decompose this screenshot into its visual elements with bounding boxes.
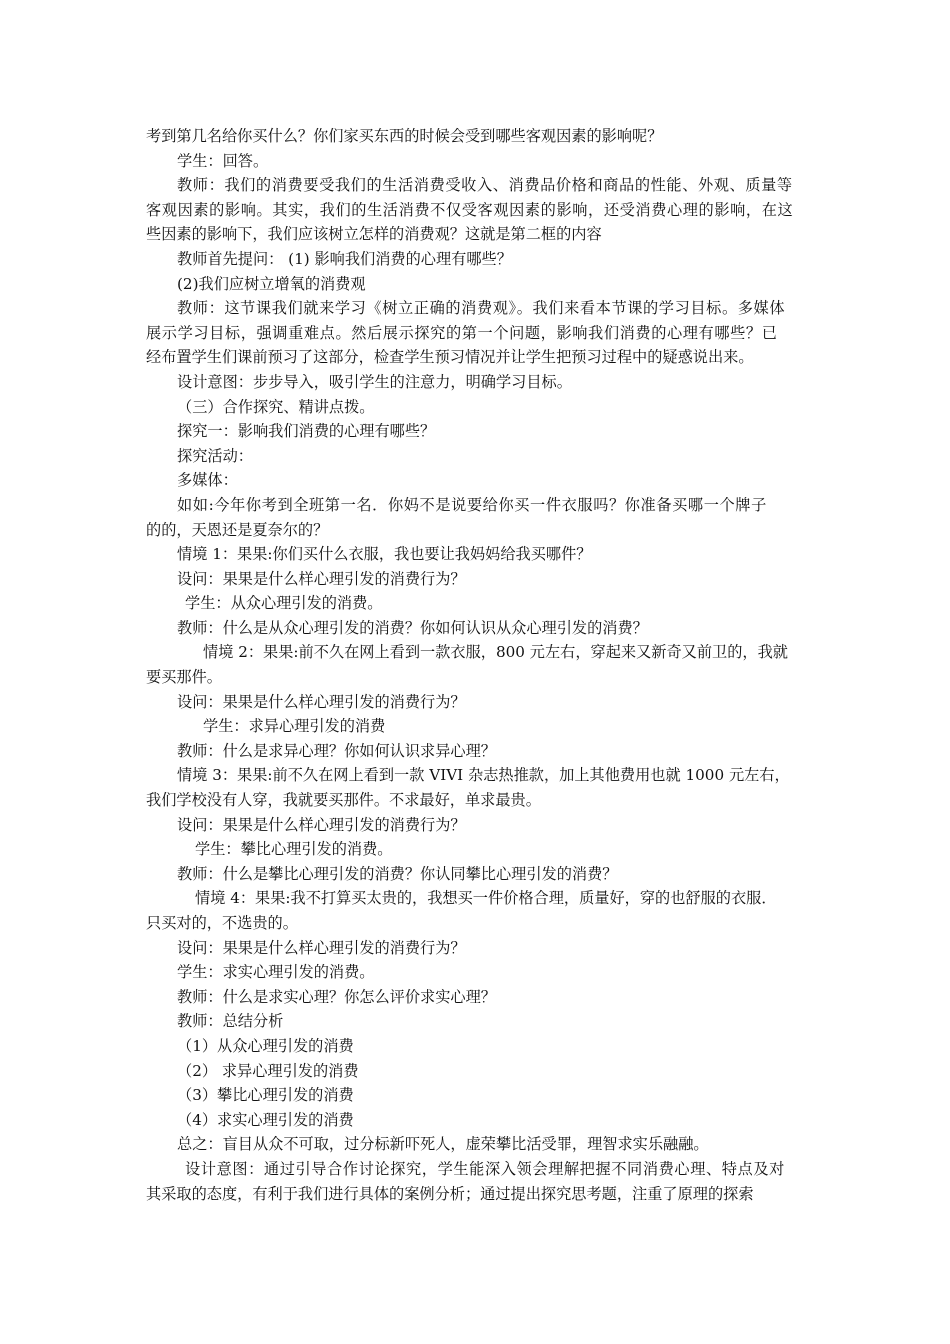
paragraph-text: 如如:今年你考到全班第一名．你妈不是说要给你买一件衣服吗？你准备买哪一个牌子	[177, 495, 767, 514]
text-line	[0, 690, 950, 715]
paragraph-text: 设问：果果是什么样心理引发的消费行为？	[177, 569, 466, 588]
paragraph-text: 学生：攀比心理引发的消费。	[195, 840, 393, 859]
text-line	[0, 1182, 950, 1207]
paragraph-text: 学生：求异心理引发的消费	[203, 717, 386, 736]
list-item: （2） 求异心理引发的消费	[177, 1061, 359, 1080]
text-line	[0, 173, 950, 198]
paragraph-text: 我们学校没有人穿，我就要买那件。不求最好，单求最贵。	[146, 791, 541, 810]
paragraph-text: 学生：求实心理引发的消费。	[177, 963, 375, 982]
text-line	[0, 542, 950, 567]
paragraph-text: 情境 4：果果:我不打算买太贵的，我想买一件价格合理，质量好，穿的也舒服的衣服．	[195, 889, 777, 908]
text-line	[0, 985, 950, 1010]
paragraph-text: 教师：什么是攀比心理引发的消费？你认同攀比心理引发的消费？	[177, 864, 618, 883]
paragraph-text: 教师：什么是从众心理引发的消费？你如何认识从众心理引发的消费？	[177, 618, 648, 637]
paragraph-text: 设问：果果是什么样心理引发的消费行为？	[177, 692, 466, 711]
text-line	[0, 370, 950, 395]
list-item: （3）攀比心理引发的消费	[177, 1086, 354, 1105]
paragraph-text: 教师：这节课我们就来学习《树立正确的消费观》。我们来看本节课的学习目标。多媒体	[177, 299, 786, 318]
paragraph-text: 情境 3：果果:前不久在网上看到一款 VIVI 杂志热推款，加上其他费用也就 1000 元左右，	[177, 766, 790, 785]
text-line	[0, 960, 950, 985]
text-line	[0, 272, 950, 297]
paragraph-text: 设问：果果是什么样心理引发的消费行为？	[177, 815, 466, 834]
paragraph-text: 其采取的态度，有利于我们进行具体的案例分析；通过提出探究思考题，注重了原理的探索	[146, 1184, 754, 1203]
paragraph-text: 学生：从众心理引发的消费。	[185, 594, 383, 613]
paragraph-text: 客观因素的影响。其实，我们的生活消费不仅受客观因素的影响，还受消费心理的影响，在这	[146, 200, 794, 219]
text-line	[0, 518, 950, 543]
paragraph-text: 教师：什么是求实心理？你怎么评价求实心理？	[177, 987, 496, 1006]
text-line	[0, 640, 950, 665]
paragraph-text: 考到第几名给你买什么？你们家买东西的时候会受到哪些客观因素的影响呢？	[146, 127, 663, 145]
list-item: （4）求实心理引发的消费	[177, 1110, 354, 1129]
text-line	[0, 124, 950, 149]
text-line	[0, 936, 950, 961]
text-line	[0, 591, 950, 616]
paragraph-text: (2)我们应树立增氧的消费观	[177, 274, 366, 293]
paragraph-text: 探究活动：	[177, 446, 253, 465]
text-line	[0, 247, 950, 272]
text-line	[0, 567, 950, 592]
text-line	[0, 1009, 950, 1034]
paragraph-text: 情境 2：果果:前不久在网上看到一款衣服，800 元左右，穿起来又新奇又前卫的，我就	[203, 643, 788, 662]
text-line	[0, 321, 950, 346]
paragraph-text: 设问：果果是什么样心理引发的消费行为？	[177, 938, 466, 957]
paragraph-text: 总之：盲目从众不可取，过分标新吓死人，虚荣攀比活受罪，理智求实乐融融。	[177, 1135, 709, 1154]
text-line	[0, 813, 950, 838]
paragraph-text: 的的，天恩还是夏奈尔的？	[146, 520, 329, 539]
text-line	[0, 419, 950, 444]
text-line	[0, 1083, 950, 1108]
paragraph-text: 学生：回答。	[177, 151, 269, 170]
text-line	[0, 862, 950, 887]
text-line	[0, 1059, 950, 1084]
text-line	[0, 763, 950, 788]
paragraph-text: 探究一：影响我们消费的心理有哪些？	[177, 422, 436, 441]
text-line	[0, 665, 950, 690]
text-line	[0, 1157, 950, 1182]
text-line	[0, 739, 950, 764]
paragraph-text: 经布置学生们课前预习了这部分，检查学生预习情况并让学生把预习过程中的疑惑说出来。	[146, 348, 754, 367]
text-line	[0, 444, 950, 469]
text-line	[0, 886, 950, 911]
paragraph-text: 设计意图：通过引导合作讨论探究，学生能深入领会理解把握不同消费心理、特点及对	[185, 1159, 785, 1178]
paragraph-text: 要买那件。	[146, 668, 222, 687]
text-line	[0, 296, 950, 321]
text-line	[0, 714, 950, 739]
text-line	[0, 1132, 950, 1157]
text-line	[0, 468, 950, 493]
text-line	[0, 345, 950, 370]
text-line	[0, 1108, 950, 1133]
document-body	[0, 124, 950, 1206]
text-line	[0, 1034, 950, 1059]
text-line	[0, 149, 950, 174]
paragraph-text: 教师：我们的消费要受我们的生活消费受收入、消费品价格和商品的性能、外观、质量等	[177, 176, 793, 195]
text-line	[0, 198, 950, 223]
paragraph-text: 教师：总结分析	[177, 1012, 284, 1031]
text-line	[0, 222, 950, 247]
text-line	[0, 788, 950, 813]
paragraph-text: 展示学习目标，强调重难点。然后展示探究的第一个问题，影响我们消费的心理有哪些？已	[146, 323, 778, 342]
paragraph-text: 些因素的影响下，我们应该树立怎样的消费观？这就是第二框的内容	[146, 225, 602, 244]
text-line	[0, 395, 950, 420]
paragraph-text: 多媒体：	[177, 471, 238, 490]
text-line	[0, 616, 950, 641]
paragraph-text: 只买对的，不选贵的。	[146, 914, 298, 932]
paragraph-text: 教师：什么是求异心理？你如何认识求异心理？	[177, 741, 496, 760]
paragraph-text: 教师首先提问： (1) 影响我们消费的心理有哪些？	[177, 249, 512, 268]
paragraph-text: 情境 1：果果:你们买什么衣服，我也要让我妈妈给我买哪件？	[177, 545, 592, 564]
text-line	[0, 837, 950, 862]
text-line	[0, 911, 950, 936]
list-item: （1）从众心理引发的消费	[177, 1036, 354, 1055]
text-line	[0, 493, 950, 518]
section-heading: （三）合作探究、精讲点拨。	[177, 397, 375, 416]
paragraph-text: 设计意图：步步导入，吸引学生的注意力，明确学习目标。	[177, 372, 572, 391]
